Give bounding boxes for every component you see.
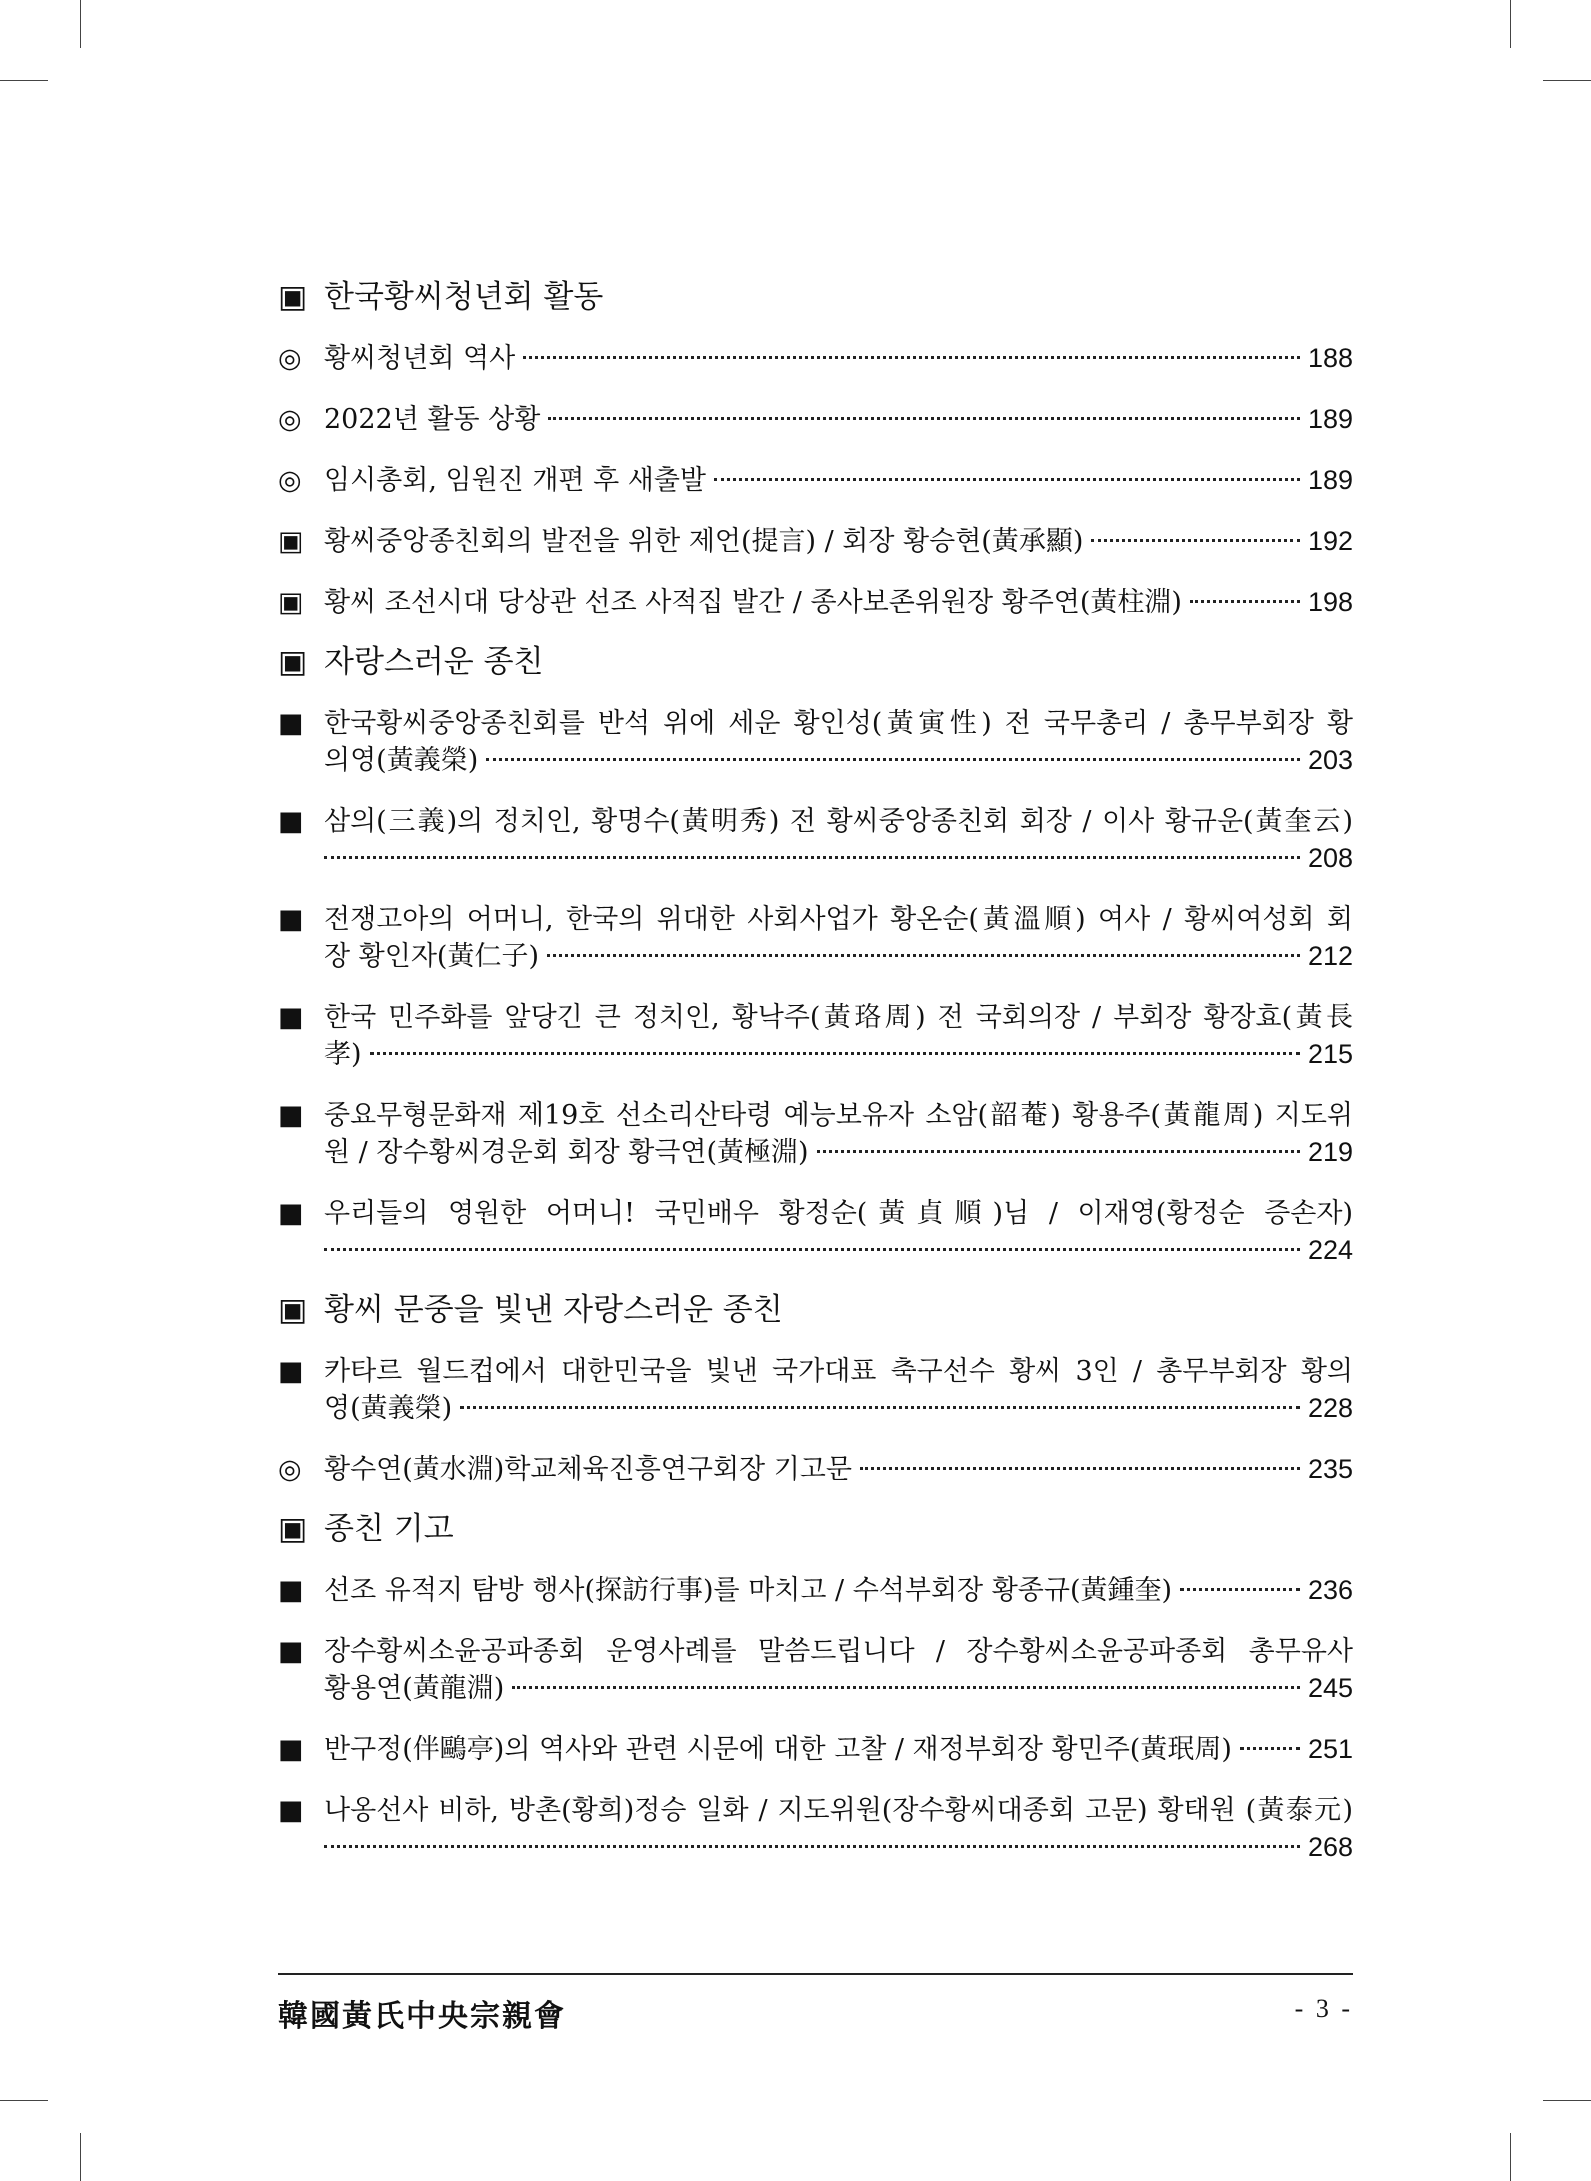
toc-entry[interactable] <box>278 1097 1353 1171</box>
section-marker-icon: ▣ <box>278 279 308 315</box>
entry-title: 장수황씨소윤공파종회 운영사례를 말씀드립니다 / 장수황씨소윤공파종회 총무유사 <box>324 1636 1353 1667</box>
entry-page-number: 188 <box>1307 343 1353 373</box>
dot-leader <box>486 758 1300 761</box>
dot-leader <box>1091 539 1300 542</box>
section-title: 한국황씨청년회 활동 <box>324 279 604 315</box>
crop-mark <box>0 2100 48 2101</box>
toc-entry[interactable] <box>278 401 1353 438</box>
entry-marker-icon: ▣ <box>278 587 304 618</box>
entry-page-number: 203 <box>1307 745 1353 775</box>
entry-page-number: 198 <box>1307 587 1353 617</box>
dot-leader <box>324 856 1300 859</box>
entry-title: 한국 민주화를 앞당긴 큰 정치인, 황낙주(黃珞周) 전 국회의장 / 부회장 황장효(黃長 <box>324 1002 1353 1033</box>
crop-mark <box>80 2133 81 2181</box>
section-title: 황씨 문중을 빛낸 자랑스러운 종친 <box>324 1292 783 1328</box>
toc-entry[interactable] <box>278 1792 1353 1866</box>
entry-title: 황수연(黃水淵)학교체육진흥연구회장 기고문 <box>324 1454 852 1485</box>
entry-marker-icon: ■ <box>278 1100 304 1131</box>
dot-leader <box>324 1845 1300 1848</box>
crop-mark <box>1510 2133 1511 2181</box>
entry-marker-icon: ■ <box>278 1356 304 1387</box>
toc-entry[interactable] <box>278 999 1353 1073</box>
entry-title: 2022년 활동 상황 <box>324 404 541 435</box>
entry-marker-icon: ◎ <box>278 465 302 496</box>
entry-marker-icon: ■ <box>278 1795 304 1826</box>
toc-entry[interactable] <box>278 1451 1353 1488</box>
entry-title: 장 황인자(黃仁子) <box>324 941 539 972</box>
entry-page-number: 208 <box>1307 843 1353 873</box>
entry-title: 황용연(黃龍淵) <box>324 1673 505 1704</box>
crop-mark <box>1510 0 1511 48</box>
dot-leader <box>548 417 1300 420</box>
entry-page-number: 228 <box>1307 1393 1353 1423</box>
entry-page-number: 192 <box>1307 526 1353 556</box>
entry-page-number: 224 <box>1307 1235 1353 1265</box>
section-marker-icon: ▣ <box>278 1511 308 1547</box>
section-heading <box>278 1293 1353 1327</box>
dot-leader <box>512 1686 1300 1689</box>
entry-title: 한국황씨중앙종친회를 반석 위에 세운 황인성(黃寅性) 전 국무총리 / 총무부회장 황 <box>324 708 1353 739</box>
entry-title: 孝) <box>324 1039 362 1070</box>
entry-title: 선조 유적지 탐방 행사(探訪行事)를 마치고 / 수석부회장 황종규(黃鍾奎) <box>324 1575 1173 1606</box>
entry-page-number: 189 <box>1307 465 1353 495</box>
toc-entry[interactable] <box>278 523 1353 560</box>
entry-marker-icon: ■ <box>278 904 304 935</box>
section-marker-icon: ▣ <box>278 644 308 680</box>
dot-leader <box>547 954 1300 957</box>
dot-leader <box>370 1052 1300 1055</box>
toc-entry[interactable] <box>278 1633 1353 1707</box>
entry-marker-icon: ■ <box>278 1002 304 1033</box>
entry-marker-icon: ■ <box>278 1636 304 1667</box>
toc-entry[interactable] <box>278 340 1353 377</box>
entry-title: 영(黃義榮) <box>324 1393 453 1424</box>
entry-marker-icon: ◎ <box>278 404 302 435</box>
crop-mark <box>0 80 48 81</box>
dot-leader <box>460 1406 1300 1409</box>
footer-divider <box>278 1973 1353 1975</box>
entry-marker-icon: ◎ <box>278 343 302 374</box>
entry-page-number: 251 <box>1307 1734 1353 1764</box>
toc-entry[interactable] <box>278 1195 1353 1269</box>
toc-entry[interactable] <box>278 584 1353 621</box>
page-number: - 3 - <box>1294 1994 1353 2023</box>
entry-title: 전쟁고아의 어머니, 한국의 위대한 사회사업가 황온순(黃溫順) 여사 / 황씨여성회 회 <box>324 904 1353 935</box>
entry-page-number: 268 <box>1307 1832 1353 1862</box>
section-heading <box>278 645 1353 679</box>
table-of-contents <box>278 280 1353 1890</box>
crop-mark <box>1543 80 1591 81</box>
entry-page-number: 245 <box>1307 1673 1353 1703</box>
dot-leader <box>324 1248 1300 1251</box>
dot-leader <box>523 356 1300 359</box>
crop-mark <box>80 0 81 48</box>
entry-marker-icon: ◎ <box>278 1454 302 1485</box>
entry-title: 나옹선사 비하, 방촌(황희)정승 일화 / 지도위원(장수황씨대종회 고문) 황태원 (黃泰元) <box>324 1795 1353 1826</box>
dot-leader <box>1240 1747 1300 1750</box>
dot-leader <box>817 1150 1300 1153</box>
toc-entry[interactable] <box>278 901 1353 975</box>
toc-entry[interactable] <box>278 705 1353 779</box>
section-heading <box>278 280 1353 314</box>
entry-page-number: 212 <box>1307 941 1353 971</box>
entry-page-number: 189 <box>1307 404 1353 434</box>
dot-leader <box>1180 1588 1300 1591</box>
entry-page-number: 215 <box>1307 1039 1353 1069</box>
toc-entry[interactable] <box>278 1572 1353 1609</box>
entry-title: 우리들의 영원한 어머니! 국민배우 황정순(黃貞順)님 / 이재영(황정순 증손자) <box>324 1198 1353 1229</box>
entry-page-number: 235 <box>1307 1454 1353 1484</box>
toc-entry[interactable] <box>278 462 1353 499</box>
crop-mark <box>1543 2100 1591 2101</box>
dot-leader <box>714 478 1300 481</box>
entry-title: 황씨중앙종친회의 발전을 위한 제언(提言) / 회장 황승현(黃承顯) <box>324 526 1084 557</box>
footer-organization-name: 韓國黃氏中央宗親會 <box>278 1999 566 2034</box>
entry-marker-icon: ■ <box>278 806 304 837</box>
section-marker-icon: ▣ <box>278 1292 308 1328</box>
dot-leader <box>860 1467 1300 1470</box>
entry-title: 삼의(三義)의 정치인, 황명수(黃明秀) 전 황씨중앙종친회 회장 / 이사 황규운(黃奎云) <box>324 806 1353 837</box>
entry-title: 카타르 월드컵에서 대한민국을 빛낸 국가대표 축구선수 황씨 3인 / 총무부회장 황의 <box>324 1356 1353 1387</box>
entry-marker-icon: ■ <box>278 1198 304 1229</box>
entry-marker-icon: ■ <box>278 708 304 739</box>
dot-leader <box>1190 600 1300 603</box>
toc-entry[interactable] <box>278 1353 1353 1427</box>
entry-title: 임시총회, 임원진 개편 후 새출발 <box>324 465 706 496</box>
toc-entry[interactable] <box>278 803 1353 877</box>
section-title: 자랑스러운 종친 <box>324 644 544 680</box>
entry-page-number: 219 <box>1307 1137 1353 1167</box>
entry-marker-icon: ■ <box>278 1734 304 1765</box>
entry-title: 황씨 조선시대 당상관 선조 사적집 발간 / 종사보존위원장 황주연(黃柱淵) <box>324 587 1182 618</box>
toc-entry[interactable] <box>278 1731 1353 1768</box>
entry-title: 반구정(伴鷗亭)의 역사와 관련 시문에 대한 고찰 / 재정부회장 황민주(黃珉周) <box>324 1734 1232 1765</box>
entry-title: 원 / 장수황씨경운회 회장 황극연(黃極淵) <box>324 1137 809 1168</box>
entry-marker-icon: ▣ <box>278 526 304 557</box>
entry-title: 의영(黃義榮) <box>324 745 479 776</box>
entry-marker-icon: ■ <box>278 1575 304 1606</box>
entry-page-number: 236 <box>1307 1575 1353 1605</box>
section-title: 종친 기고 <box>324 1511 454 1547</box>
entry-title: 중요무형문화재 제19호 선소리산타령 예능보유자 소암(韶菴) 황용주(黃龍周) 지도위 <box>324 1100 1353 1131</box>
section-heading <box>278 1512 1353 1546</box>
entry-title: 황씨청년회 역사 <box>324 343 516 374</box>
